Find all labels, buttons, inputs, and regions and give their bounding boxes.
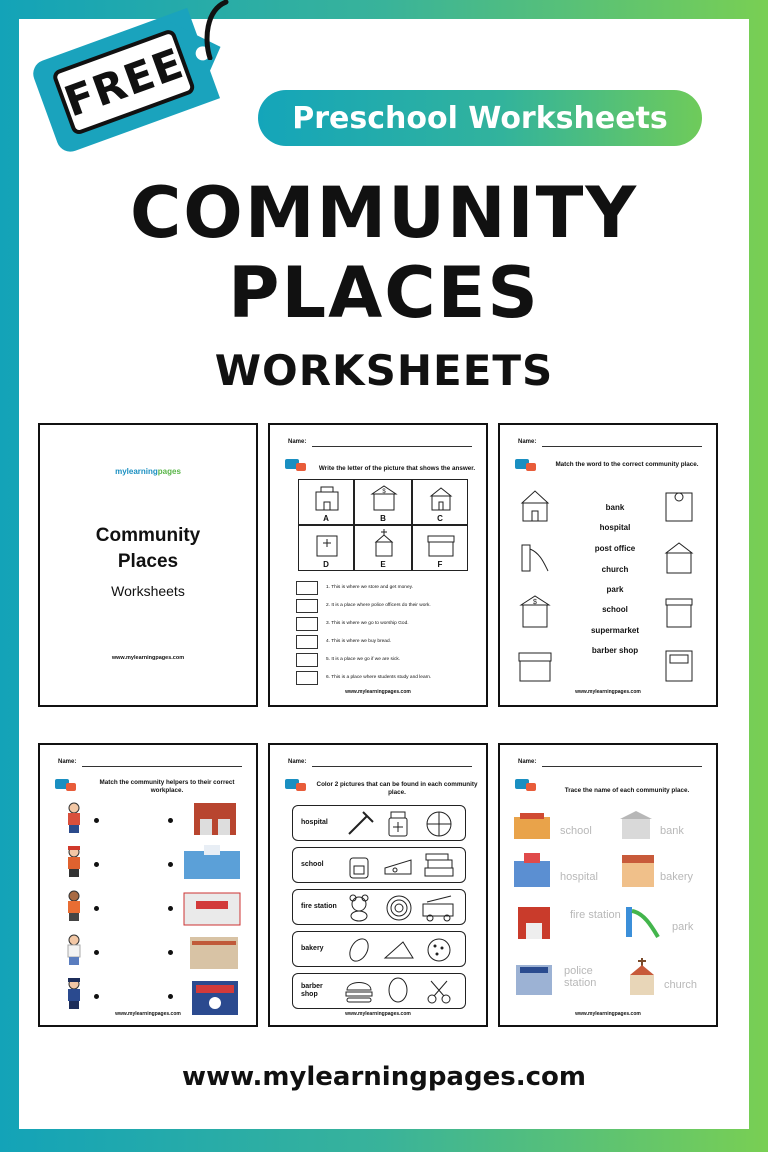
- worksheet-footer: www.mylearningpages.com: [115, 1011, 181, 1017]
- playground-icon: [622, 901, 662, 941]
- fire-station-icon: [190, 799, 240, 837]
- cheese-icon: [383, 854, 413, 878]
- answer-box[interactable]: [296, 599, 318, 613]
- name-label: Name:: [518, 759, 537, 765]
- logo-icon: [514, 455, 538, 473]
- trace-word: bank: [660, 825, 684, 837]
- match-dot[interactable]: [94, 950, 99, 955]
- instruction: Match the community helpers to their correct workplace.: [99, 779, 235, 794]
- name-line: [542, 446, 702, 447]
- hospital-building-icon: [182, 887, 242, 927]
- police-station-icon: [514, 961, 554, 997]
- police-station-icon: [313, 484, 341, 512]
- match-dot[interactable]: [168, 950, 173, 955]
- svg-text:$: $: [382, 489, 386, 495]
- supermarket-icon: [516, 647, 554, 683]
- row-label: fire station: [301, 903, 337, 910]
- color-row-school: [292, 847, 466, 883]
- mail-carrier-icon: [64, 801, 84, 835]
- trace-word: park: [672, 921, 694, 933]
- medicine-icon: [385, 810, 411, 838]
- name-label: Name:: [288, 759, 307, 765]
- cover-logo-part1: mylearning: [115, 467, 158, 476]
- question-text: 5. It is a place we go if we are sick.: [326, 657, 401, 662]
- instruction: Trace the name of each community place.: [564, 787, 690, 794]
- school-building-icon: [512, 811, 552, 841]
- hose-icon: [385, 894, 413, 922]
- cover-title-line2: Places: [117, 551, 179, 572]
- color-row-fire-station: [292, 889, 466, 925]
- word-item: barber shop: [591, 646, 639, 655]
- bread-icon: [345, 936, 373, 964]
- cover-subtitle: Worksheets: [111, 583, 185, 599]
- school-building-icon: [188, 933, 240, 971]
- logo-icon: [54, 775, 78, 793]
- cover-logo-part2: pages: [157, 467, 181, 476]
- worksheet-footer: www.mylearningpages.com: [575, 1011, 641, 1017]
- row-label: bakery: [301, 945, 324, 952]
- backpack-icon: [345, 852, 373, 880]
- grid-letter: F: [437, 560, 443, 569]
- nurse-icon: [64, 933, 84, 967]
- mirror-icon: [385, 976, 411, 1008]
- answer-box[interactable]: [296, 671, 318, 685]
- school-icon: [427, 484, 455, 512]
- church-icon: [370, 528, 398, 558]
- worksheet-word-match: [498, 423, 718, 707]
- worksheet-cover: [38, 423, 258, 707]
- word-item: school: [602, 605, 628, 614]
- hospital-icon: [512, 851, 552, 889]
- grid-letter: A: [323, 514, 329, 523]
- question-text: 6. This is a place where students study and learn.: [326, 675, 432, 680]
- worksheet-footer: www.mylearningpages.com: [345, 1011, 411, 1017]
- bakery-icon: [620, 853, 656, 889]
- post-office-icon: [662, 539, 696, 575]
- ball-icon: [425, 810, 453, 838]
- word-item: hospital: [599, 523, 631, 532]
- scissors-icon: [425, 978, 453, 1006]
- cover-title-line1: Community: [95, 525, 201, 546]
- cookie-icon: [425, 936, 453, 964]
- question-text: 3. This is where we go to worship God.: [326, 621, 409, 626]
- cover-url: www.mylearningpages.com: [111, 655, 185, 661]
- logo-icon: [514, 775, 538, 793]
- word-item: post office: [594, 544, 636, 553]
- category-pill-label: Preschool Worksheets: [292, 100, 668, 136]
- instruction: Write the letter of the picture that shows the answer.: [318, 465, 476, 472]
- row-label: barber shop: [301, 983, 323, 998]
- match-dot[interactable]: [168, 994, 173, 999]
- color-row-bakery: [292, 931, 466, 967]
- worksheet-color-pictures: [268, 743, 488, 1027]
- match-dot[interactable]: [168, 862, 173, 867]
- name-label: Name:: [518, 439, 537, 445]
- firefighter-icon: [64, 845, 84, 879]
- main-title-line1: COMMUNITY: [129, 172, 639, 254]
- barber-shop-icon: [662, 593, 696, 629]
- svg-text:$: $: [533, 599, 537, 606]
- hospital-icon: [182, 843, 242, 881]
- grid-letter: D: [323, 560, 329, 569]
- trace-word: school: [560, 825, 592, 837]
- trace-word: church: [664, 979, 698, 991]
- name-line: [312, 446, 472, 447]
- word-item: church: [601, 565, 629, 574]
- name-label: Name:: [288, 439, 307, 445]
- logo-icon: [284, 455, 308, 473]
- match-dot[interactable]: [168, 906, 173, 911]
- question-text: 4. This is where we buy bread.: [326, 639, 391, 644]
- answer-box[interactable]: [296, 581, 318, 595]
- match-dot[interactable]: [94, 994, 99, 999]
- answer-box[interactable]: [296, 635, 318, 649]
- grid-letter: E: [380, 560, 386, 569]
- iron-icon: [383, 936, 415, 964]
- word-item: park: [606, 585, 624, 594]
- church-icon: [624, 957, 660, 997]
- worksheet-footer: www.mylearningpages.com: [345, 689, 411, 695]
- main-title-line2: PLACES: [228, 252, 540, 334]
- match-dot[interactable]: [94, 906, 99, 911]
- fire-station-icon: [516, 901, 552, 941]
- grid-cell-a: [298, 479, 354, 525]
- match-dot[interactable]: [168, 818, 173, 823]
- syringe-icon: [345, 810, 375, 838]
- name-line: [542, 766, 702, 767]
- answer-box[interactable]: [296, 653, 318, 667]
- bank-icon: [618, 809, 654, 841]
- instruction: Color 2 pictures that can be found in each community place.: [316, 781, 478, 796]
- hospital-icon: [662, 487, 696, 523]
- bank-icon: [370, 484, 398, 512]
- worksheet-letter-match: [268, 423, 488, 707]
- main-title-line3: WORKSHEETS: [214, 346, 554, 395]
- grid-cell-b: [354, 479, 412, 525]
- books-icon: [423, 852, 455, 880]
- grid-letter: B: [380, 514, 386, 523]
- color-row-hospital: [292, 805, 466, 841]
- row-label: hospital: [301, 819, 328, 826]
- burger-icon: [343, 978, 375, 1006]
- trace-word: bakery: [660, 871, 694, 883]
- match-dot[interactable]: [94, 862, 99, 867]
- tag-string-icon: [196, 0, 236, 60]
- tag-label: FREE: [57, 38, 190, 127]
- logo-icon: [284, 775, 308, 793]
- name-line: [312, 766, 472, 767]
- church-icon: [660, 647, 698, 683]
- grid-cell-d: [298, 525, 354, 571]
- match-dot[interactable]: [94, 818, 99, 823]
- category-pill: [258, 90, 702, 146]
- trace-word: fire station: [570, 909, 621, 921]
- bakery-icon: [425, 532, 457, 558]
- trace-word: police station: [564, 965, 597, 989]
- trace-word: hospital: [560, 871, 598, 883]
- row-label: school: [301, 861, 324, 868]
- name-line: [82, 766, 242, 767]
- worksheet-footer: www.mylearningpages.com: [575, 689, 641, 695]
- color-row-barber-shop: [292, 973, 466, 1009]
- answer-box[interactable]: [296, 617, 318, 631]
- doctor-icon: [64, 889, 84, 923]
- grid-cell-c: [412, 479, 468, 525]
- teddy-bear-icon: [345, 894, 373, 922]
- question-text: 1. This is where we store and get money.: [326, 585, 414, 590]
- school-icon: [518, 487, 552, 523]
- grid-letter: C: [437, 514, 443, 523]
- bank-icon: [518, 593, 552, 629]
- worksheet-trace: [498, 743, 718, 1027]
- hospital-icon: [313, 530, 341, 558]
- park-icon: [518, 539, 552, 575]
- website-url[interactable]: www.mylearningpages.com: [182, 1062, 586, 1092]
- cover-logo: [40, 467, 256, 476]
- instruction: Match the word to the correct community place.: [555, 461, 699, 468]
- grid-cell-e: [354, 525, 412, 571]
- word-item: supermarket: [590, 626, 640, 635]
- grid-cell-f: [412, 525, 468, 571]
- word-item: bank: [605, 503, 625, 512]
- question-text: 2. It is a place where police officers do their work.: [326, 603, 431, 608]
- worksheet-helper-match: [38, 743, 258, 1027]
- police-officer-icon: [64, 977, 84, 1011]
- name-label: Name:: [58, 759, 77, 765]
- fire-truck-icon: [421, 894, 457, 922]
